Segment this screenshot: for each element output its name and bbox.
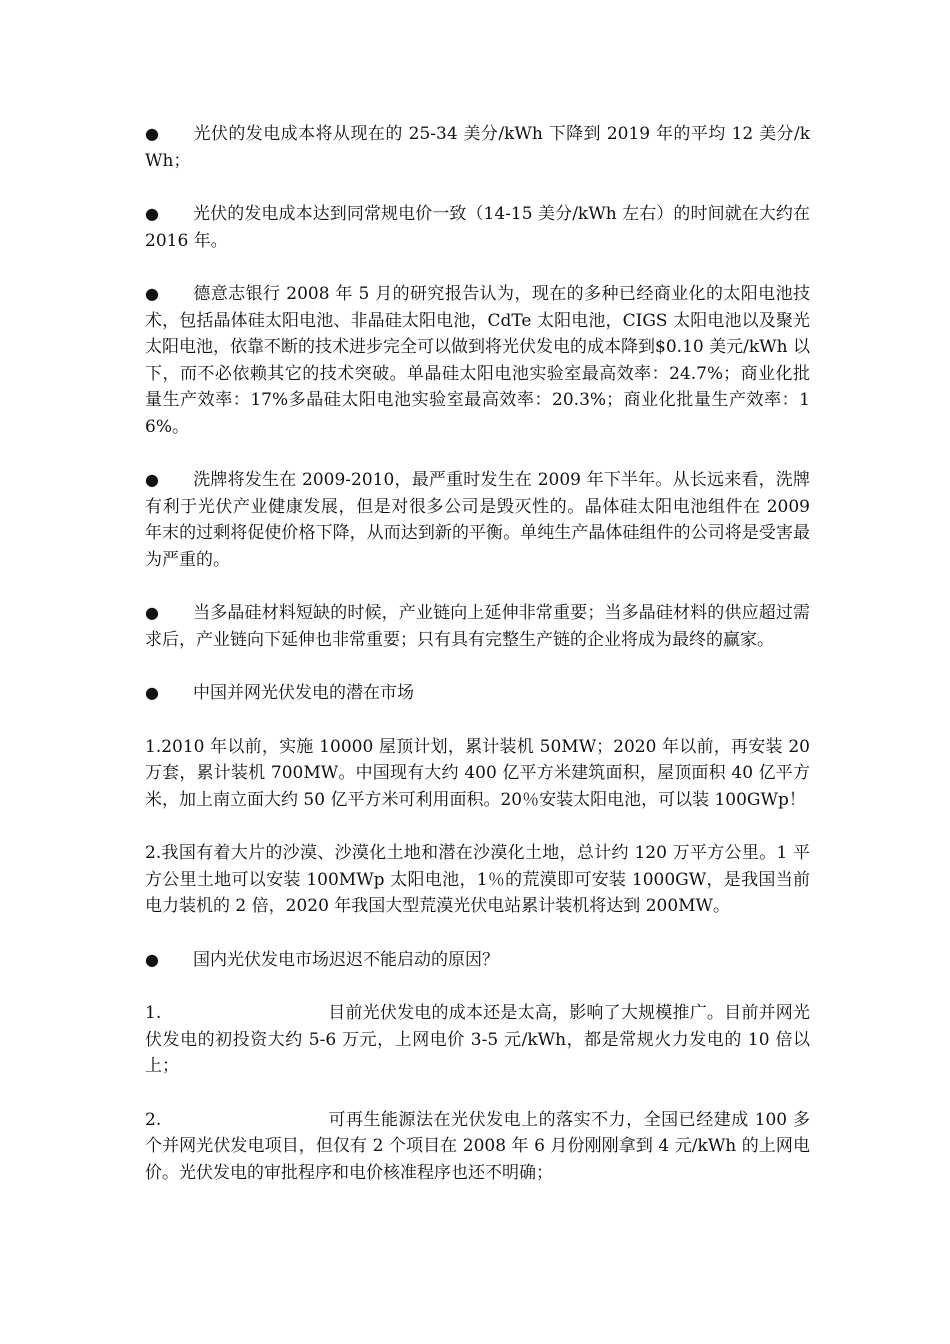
numbered-paragraph: [145, 1107, 810, 1187]
bullet-icon: ●: [145, 124, 159, 143]
bullet-icon: ●: [145, 470, 159, 489]
paragraph-text: 德意志银行 2008 年 5 月的研究报告认为，现在的多种已经商业化的太阳电池技术，包括晶体硅太阳电池、非晶硅太阳电池，CdTe 太阳电池，CIGS 太阳电池以及聚光太阳电池，依靠不断的技术进步完全可以做到将光伏发电的成本降到$0.10 美元/kWh 以下，而不必依赖其它的技术突破。单晶硅太阳电池实验室最高效率：24.7%；商业化批量生产效率：17%多晶硅太阳电池实验室最高效率：20.3%；商业化批量生产效率：16%。: [145, 284, 810, 437]
item-number: 1.: [145, 736, 162, 757]
paragraph-text: 可再生能源法在光伏发电上的落实不力，全国已经建成 100 多个并网光伏发电项目，但仅有 2 个项目在 2008 年 6 月份刚刚拿到 4 元/kWh 的上网电价。光伏发电的审批程序和电价核准程序也还不明确；: [145, 1109, 810, 1183]
paragraph-text: 目前光伏发电的成本还是太高，影响了大规模推广。目前并网光伏发电的初投资大约 5-6 万元，上网电价 3-5 元/kWh，都是常规火力发电的 10 倍以上；: [145, 1003, 810, 1076]
section-heading: [145, 947, 810, 974]
bullet-paragraph: [145, 281, 810, 440]
bullet-icon: ●: [145, 204, 159, 223]
paragraph-text: 2010 年以前，实施 10000 屋顶计划，累计装机 50MW；2020 年以前，再安装 20 万套，累计装机 700MW。中国现有大约 400 亿平方米建筑面积，屋顶面积 40 亿平方米，加上南立面大约 50 亿平方米可利用面积。20％安装太阳电池，可以装 100GWp！: [145, 736, 810, 810]
section-heading: [145, 680, 810, 707]
paragraph-text: 光伏的发电成本将从现在的 25-34 美分/kWh 下降到 2019 年的平均 12 美分/kWh；: [145, 124, 810, 171]
paragraph-text: 光伏的发电成本达到同常规电价一致（14-15 美分/kWh 左右）的时间就在大约在 2016 年。: [145, 204, 810, 251]
bullet-icon: ●: [145, 949, 159, 969]
item-number: 1.: [145, 1003, 162, 1023]
paragraph-text: 我国有着大片的沙漠、沙漠化土地和潜在沙漠化土地，总计约 120 万平方公里。1 平方公里土地可以安装 100MWp 太阳电池，1％的荒漠即可安装 1000GW，是我国当前电力装机的 2 倍，2020 年我国大型荒漠光伏电站累计装机将达到 200MW。: [145, 843, 810, 916]
numbered-paragraph: [145, 1000, 810, 1080]
numbered-paragraph: [145, 734, 810, 814]
bullet-icon: ●: [145, 284, 159, 303]
paragraph-text: 当多晶硅材料短缺的时候，产业链向上延伸非常重要；当多晶硅材料的供应超过需求后，产业链向下延伸也非常重要；只有具有完整生产链的企业将成为最终的赢家。: [145, 603, 810, 650]
bullet-icon: ●: [145, 683, 159, 702]
document-body: [145, 121, 810, 1213]
item-number: 2.: [145, 843, 162, 863]
numbered-paragraph: [145, 840, 810, 920]
heading-text: 中国并网光伏发电的潜在市场: [193, 683, 414, 703]
bullet-icon: ●: [145, 603, 159, 622]
item-number: 2.: [145, 1109, 162, 1130]
heading-text: 国内光伏发电市场迟迟不能启动的原因？: [193, 949, 499, 970]
bullet-paragraph: [145, 201, 810, 254]
bullet-paragraph: [145, 121, 810, 174]
bullet-paragraph: [145, 600, 810, 653]
paragraph-text: 洗牌将发生在 2009-2010，最严重时发生在 2009 年下半年。从长远来看，洗牌有利于光伏产业健康发展，但是对很多公司是毁灭性的。晶体硅太阳电池组件在 2009 年末的过剩将促使价格下降，从而达到新的平衡。单纯生产晶体硅组件的公司将是受害最为严重的。: [145, 470, 810, 570]
bullet-paragraph: [145, 467, 810, 573]
